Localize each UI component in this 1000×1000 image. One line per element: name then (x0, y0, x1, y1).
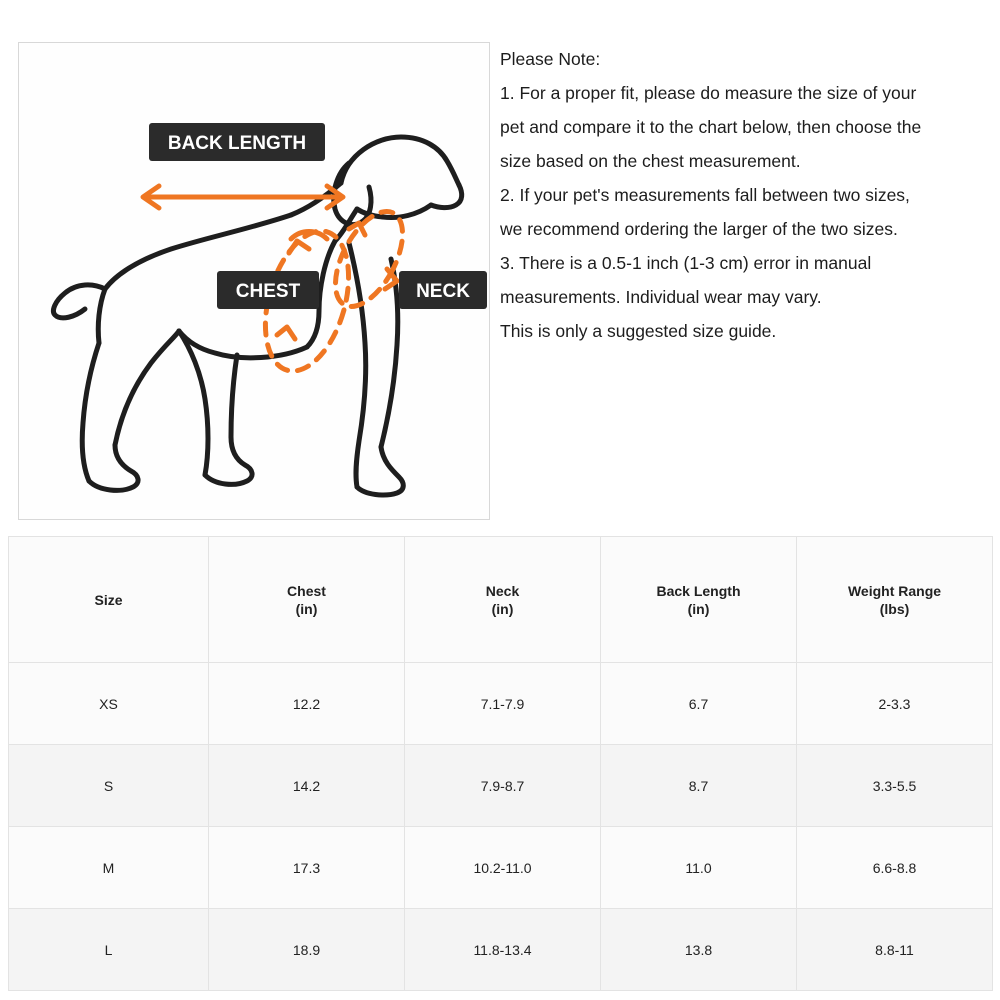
cell-chest: 12.2 (209, 663, 405, 745)
column-header-name: Neck (485, 582, 520, 599)
cell-size: XS (9, 663, 209, 745)
column-header-unit: (in) (295, 600, 318, 617)
table-header-row (9, 537, 993, 663)
table-body (9, 663, 993, 991)
cell-chest: 17.3 (209, 827, 405, 909)
notes-panel (500, 42, 1000, 348)
note-line: 2. If your pet's measurements fall between two sizes, (500, 185, 910, 205)
cell-neck: 7.9-8.7 (405, 745, 601, 827)
column-header-name: Size (94, 591, 123, 608)
cell-weight: 2-3.3 (797, 663, 993, 745)
dog-illustration-svg (19, 43, 489, 519)
note-line: measurements. Individual wear may vary. (500, 287, 822, 307)
chest-arrowhead-upper (289, 241, 309, 253)
column-header-unit: (lbs) (879, 600, 910, 617)
cell-weight: 6.6-8.8 (797, 827, 993, 909)
cell-back-length: 8.7 (601, 745, 797, 827)
note-line: pet and compare it to the chart below, then choose the (500, 117, 922, 137)
cell-neck: 10.2-11.0 (405, 827, 601, 909)
size-chart-table-wrapper (8, 536, 992, 991)
chest-arrowhead-lower (277, 327, 295, 339)
column-header-back-length (601, 537, 797, 663)
note-line: size based on the chest measurement. (500, 151, 801, 171)
note-line: 3. There is a 0.5-1 inch (1-3 cm) error in manual (500, 253, 872, 273)
cell-weight: 8.8-11 (797, 909, 993, 991)
label-neck (399, 271, 487, 309)
label-chest (217, 271, 319, 309)
table-row (9, 909, 993, 991)
neck-label: NECK (416, 281, 470, 302)
cell-chest: 18.9 (209, 909, 405, 991)
back-length-label: BACK LENGTH (167, 133, 307, 154)
dog-measurement-diagram (18, 42, 490, 520)
table-row (9, 745, 993, 827)
column-header-size (9, 537, 209, 663)
note-line: This is only a suggested size guide. (500, 321, 777, 341)
label-back-length (149, 123, 325, 161)
column-header-chest (209, 537, 405, 663)
table-header (9, 537, 993, 663)
notes-heading: Please Note: (500, 49, 601, 69)
cell-weight: 3.3-5.5 (797, 745, 993, 827)
column-header-neck (405, 537, 601, 663)
column-header-unit: (in) (687, 600, 710, 617)
column-header-name: Weight Range (847, 582, 942, 599)
cell-size: S (9, 745, 209, 827)
table-row (9, 663, 993, 745)
chest-label: CHEST (235, 281, 301, 302)
cell-back-length: 11.0 (601, 827, 797, 909)
dog-outline (53, 137, 461, 495)
note-line: we recommend ordering the larger of the two sizes. (500, 219, 898, 239)
cell-neck: 11.8-13.4 (405, 909, 601, 991)
size-chart-table (8, 536, 993, 991)
cell-back-length: 13.8 (601, 909, 797, 991)
column-header-name: Back Length (656, 582, 741, 599)
cell-size: M (9, 827, 209, 909)
cell-neck: 7.1-7.9 (405, 663, 601, 745)
cell-chest: 14.2 (209, 745, 405, 827)
table-row (9, 827, 993, 909)
column-header-unit: (in) (491, 600, 514, 617)
cell-size: L (9, 909, 209, 991)
cell-back-length: 6.7 (601, 663, 797, 745)
column-header-weight-range (797, 537, 993, 663)
column-header-name: Chest (287, 582, 326, 599)
note-line: 1. For a proper fit, please do measure the size of your (500, 83, 917, 103)
